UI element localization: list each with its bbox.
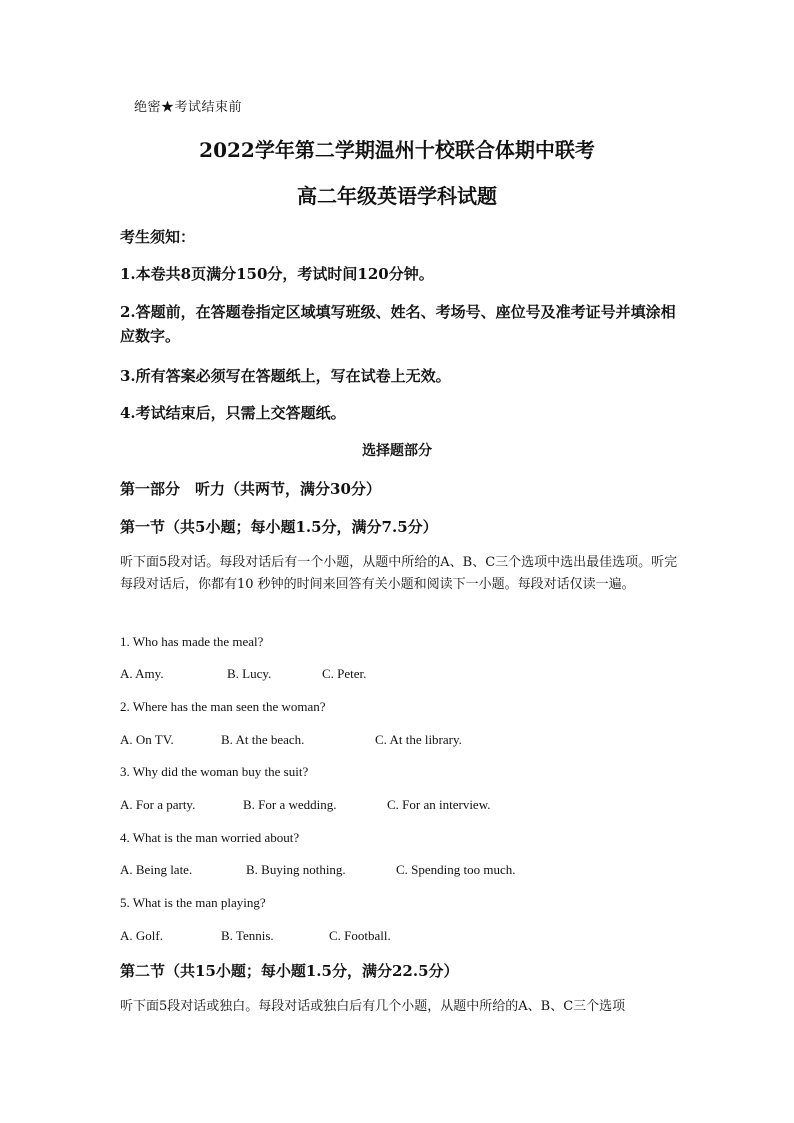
- option-c: C. Football.: [329, 928, 391, 943]
- option-c: C. Peter.: [322, 666, 367, 681]
- option-c: C. At the library.: [375, 732, 462, 747]
- option-c: C. For an interview.: [387, 797, 491, 812]
- option-a: A. On TV.: [120, 732, 174, 747]
- question-options: [120, 732, 680, 750]
- notice-heading: 考生须知：: [120, 228, 196, 246]
- question-text: 4. What is the man worried about?: [120, 830, 300, 845]
- notice-item: 3.所有答案必须写在答题纸上，写在试卷上无效。: [120, 367, 451, 385]
- part1-heading: 第一部分 听力（共两节，满分30分）: [120, 480, 381, 498]
- notice-item: 1.本卷共8页满分150分，考试时间120分钟。: [120, 265, 434, 283]
- option-a: A. Being late.: [120, 862, 193, 877]
- question-options: [120, 862, 680, 880]
- option-c: C. Spending too much.: [396, 862, 516, 877]
- option-b: B. Buying nothing.: [246, 862, 346, 877]
- section1-heading: 第一节（共5小题；每小题1.5分，满分7.5分）: [120, 518, 438, 536]
- exam-subtitle: 高二年级英语学科试题: [297, 184, 497, 208]
- question-text: 5. What is the man playing?: [120, 895, 266, 910]
- section2-instruction: 听下面5段对话或独白。每段对话或独白后有几个小题，从题中所给的A、B、C三个选项: [120, 999, 626, 1014]
- question-text: 3. Why did the woman buy the suit?: [120, 764, 309, 779]
- option-b: B. Tennis.: [221, 928, 274, 943]
- notice-item: 4.考试结束后，只需上交答题纸。: [120, 404, 346, 422]
- section-title: 选择题部分: [362, 443, 432, 459]
- option-a: A. Amy.: [120, 666, 164, 681]
- option-a: A. Golf.: [120, 928, 163, 943]
- notice-item: 2.答题前，在答题卷指定区域填写班级、姓名、考场号、座位号及准考证号并填涂相应数字。: [120, 303, 676, 345]
- question-text: 1. Who has made the meal?: [120, 634, 264, 649]
- option-b: B. For a wedding.: [243, 797, 337, 812]
- question-options: [120, 666, 680, 684]
- section2-heading: 第二节（共15小题；每小题1.5分，满分22.5分）: [120, 962, 459, 980]
- option-b: B. Lucy.: [227, 666, 272, 681]
- option-b: B. At the beach.: [221, 732, 305, 747]
- exam-title: 2022学年第二学期温州十校联合体期中联考: [199, 138, 595, 162]
- confidential-label: 绝密★考试结束前: [134, 100, 243, 115]
- question-text: 2. Where has the man seen the woman?: [120, 699, 326, 714]
- question-options: [120, 928, 680, 946]
- option-a: A. For a party.: [120, 797, 196, 812]
- section1-instruction: 听下面5段对话。每段对话后有一个小题，从题中所给的A、B、C三个选项中选出最佳选项。听完每段对话后，你都有10 秒钟的时间来回答有关小题和阅读下一小题。每段对话仅读一遍。: [120, 555, 678, 592]
- question-options: [120, 797, 680, 815]
